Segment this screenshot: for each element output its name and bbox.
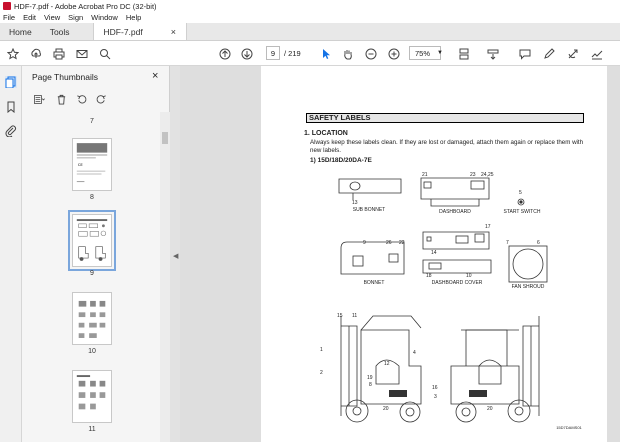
callout-1: 1 <box>320 347 323 353</box>
callout-17: 17 <box>485 224 491 230</box>
thumbnail-scrollbar-thumb[interactable] <box>162 132 168 144</box>
delete-icon[interactable] <box>54 93 68 106</box>
figure-code: 15D7DAMS01 <box>556 425 582 430</box>
menu-file[interactable]: File <box>3 13 16 22</box>
window-titlebar <box>0 0 620 12</box>
callout-13: 13 <box>352 200 358 206</box>
callout-24-25: 24,25 <box>481 172 494 178</box>
section-text: Always keep these labels clean. If they are lost or damaged, attach them again or replace them with new labels. <box>310 139 584 154</box>
menu-help[interactable]: Help <box>125 13 142 22</box>
svg-text:CE: CE <box>77 161 83 167</box>
bookmark-icon[interactable] <box>5 101 17 113</box>
callout-10: 10 <box>466 273 472 279</box>
comment-icon[interactable] <box>518 47 531 60</box>
rotate-right-icon[interactable] <box>94 93 108 106</box>
callout-23: 23 <box>470 172 476 178</box>
thumbnail-options-icon[interactable] <box>30 93 48 106</box>
collapse-panel-icon[interactable]: ◀ <box>173 253 179 260</box>
sign-icon[interactable] <box>590 47 603 60</box>
chevron-down-icon: ▼ <box>437 50 443 56</box>
thumbnail-page-11[interactable] <box>72 370 112 423</box>
main-toolbar <box>0 41 620 66</box>
highlight-pen-icon[interactable] <box>542 47 555 60</box>
document-viewport[interactable] <box>180 66 620 442</box>
prev-page-icon[interactable] <box>218 47 231 60</box>
tab-tools[interactable]: Tools <box>49 26 70 37</box>
print-icon[interactable] <box>52 47 65 60</box>
thumbnail-page-8[interactable] <box>72 138 112 191</box>
thumbnail-page-9[interactable] <box>72 214 112 267</box>
scroll-mode-icon[interactable] <box>486 47 499 60</box>
menu-view[interactable]: View <box>44 13 61 22</box>
search-icon[interactable] <box>98 47 111 60</box>
page-total: / 219 <box>284 49 301 58</box>
tab-home[interactable]: Home <box>9 26 32 37</box>
caption-start-switch: START SWITCH <box>503 209 541 215</box>
menu-sign[interactable]: Sign <box>68 13 84 22</box>
callout-12: 12 <box>384 361 390 367</box>
page-header: SAFETY LABELS <box>306 113 584 123</box>
callout-9: 9 <box>363 240 366 246</box>
pdf-page <box>261 66 607 442</box>
thumbnail-label: 10 <box>88 348 96 355</box>
rotate-left-icon[interactable] <box>74 93 88 106</box>
thumbnail-label: 9 <box>90 270 94 277</box>
zoom-level-select[interactable] <box>409 46 441 60</box>
callout-2: 2 <box>320 370 323 376</box>
callout-16: 16 <box>432 385 438 391</box>
decal-mark <box>469 390 487 397</box>
panel-splitter[interactable] <box>170 66 180 442</box>
page-display-icon[interactable] <box>457 47 470 60</box>
caption-dashboard: DASHBOARD <box>439 209 471 215</box>
star-icon[interactable] <box>6 47 19 60</box>
callout-11: 11 <box>352 313 358 319</box>
callout-22: 22 <box>399 240 405 246</box>
zoom-in-icon[interactable] <box>387 47 400 60</box>
thumbnail-list <box>22 112 160 442</box>
thumbnail-label: 11 <box>88 426 96 433</box>
page-thumbnails-icon[interactable] <box>5 76 17 88</box>
next-page-icon[interactable] <box>240 47 253 60</box>
thumbnail-label: 8 <box>90 194 94 201</box>
caption-dashboard-cover: DASHBOARD COVER <box>431 280 483 286</box>
callout-18: 18 <box>426 273 432 279</box>
tab-close-icon[interactable]: × <box>170 26 177 37</box>
mail-icon[interactable] <box>75 47 88 60</box>
decal-mark <box>389 390 407 397</box>
callout-20: 20 <box>487 406 493 412</box>
caption-sub-bonnet: SUB BONNET <box>352 207 386 213</box>
callout-4: 4 <box>413 350 416 356</box>
section-heading: 1. LOCATION <box>304 130 348 137</box>
menu-bar <box>0 12 620 23</box>
callout-26: 26 <box>386 240 392 246</box>
caption-bonnet: BONNET <box>363 280 385 286</box>
select-cursor-icon[interactable] <box>319 47 332 60</box>
attachment-icon[interactable] <box>5 125 17 137</box>
zoom-out-icon[interactable] <box>364 47 377 60</box>
menu-edit[interactable]: Edit <box>23 13 37 22</box>
draw-icon[interactable] <box>566 47 579 60</box>
acrobat-app-icon <box>3 2 11 10</box>
tab-document-label: HDF-7.pdf <box>103 26 143 37</box>
panel-title: Page Thumbnails <box>32 72 98 82</box>
callout-7: 7 <box>506 240 509 246</box>
model-heading: 1) 15D/18D/20DA-7E <box>310 157 372 164</box>
callout-3: 3 <box>434 394 437 400</box>
caption-fan-shroud: FAN SHROUD <box>511 284 545 290</box>
callout-20: 20 <box>383 406 389 412</box>
zoom-level-value: 75% <box>415 48 431 58</box>
thumbnails-panel <box>22 66 170 442</box>
tab-document[interactable] <box>93 23 187 40</box>
tab-bar <box>0 23 620 41</box>
window-title: HDF-7.pdf - Adobe Acrobat Pro DC (32-bit) <box>14 1 157 11</box>
page-number-input[interactable]: 9 <box>266 46 280 60</box>
thumbnail-scrollbar[interactable] <box>160 112 170 442</box>
hand-tool-icon[interactable] <box>341 47 354 60</box>
callout-21: 21 <box>422 172 428 178</box>
callout-5: 5 <box>519 190 522 196</box>
thumbnail-page-10[interactable] <box>72 292 112 345</box>
callout-19: 19 <box>367 375 373 381</box>
callout-15: 15 <box>337 313 343 319</box>
panel-close-icon[interactable]: × <box>152 70 159 82</box>
upload-icon[interactable] <box>29 47 42 60</box>
callout-8: 8 <box>369 382 372 388</box>
menu-window[interactable]: Window <box>91 13 118 22</box>
callout-14: 14 <box>431 250 437 256</box>
panel-toolbar <box>30 91 114 107</box>
thumbnail-label: 7 <box>90 118 94 125</box>
callout-6: 6 <box>537 240 540 246</box>
left-navigation-rail <box>0 66 22 442</box>
